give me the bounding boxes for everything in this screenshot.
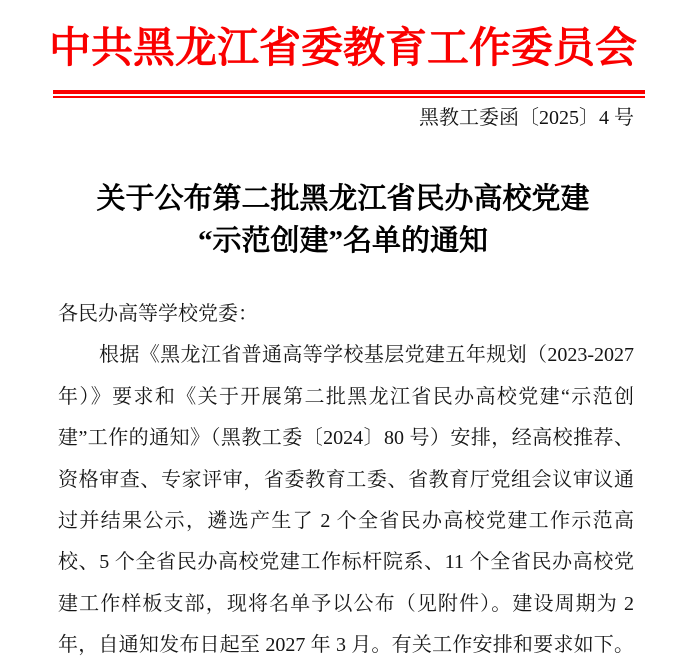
- body-line: 年，自通知发布日起至 2027 年 3 月。有关工作安排和要求如下。: [58, 634, 634, 657]
- body-line: 年）》要求和《关于开展第二批黑龙江省民办高校党建“示范创: [58, 385, 634, 408]
- document-title: [0, 178, 686, 262]
- document-number: 黑教工委函〔2025〕4 号: [419, 107, 634, 129]
- body-line: 根据《黑龙江省普通高等学校基层党建五年规划（2023-2027: [99, 344, 634, 367]
- body-line: 过并结果公示，遴选产生了 2 个全省民办高校党建工作示范高: [58, 510, 634, 533]
- main-paragraph: [58, 335, 634, 657]
- divider-thin-line: [53, 96, 645, 98]
- document-body: [58, 294, 634, 657]
- body-line: 资格审查、专家评审，省委教育工委、省教育厅党组会议审议通: [58, 468, 634, 491]
- body-line: 校、5 个全省民办高校党建工作标杆院系、11 个全省民办高校党: [58, 551, 634, 574]
- document-title-line-2: “示范创建”名单的通知: [197, 225, 488, 257]
- document-title-line-1: 关于公布第二批黑龙江省民办高校党建: [96, 183, 590, 215]
- letterhead-divider: [53, 90, 645, 98]
- letterhead-org-name: 中共黑龙江省委教育工作委员会: [48, 26, 637, 72]
- salutation: 各民办高等学校党委：: [58, 303, 258, 325]
- body-line: 建工作样板支部，现将名单予以公布（见附件）。建设周期为 2: [58, 592, 634, 615]
- body-line: 建”工作的通知》（黑教工委〔2024〕80 号）安排，经高校推荐、: [58, 427, 634, 450]
